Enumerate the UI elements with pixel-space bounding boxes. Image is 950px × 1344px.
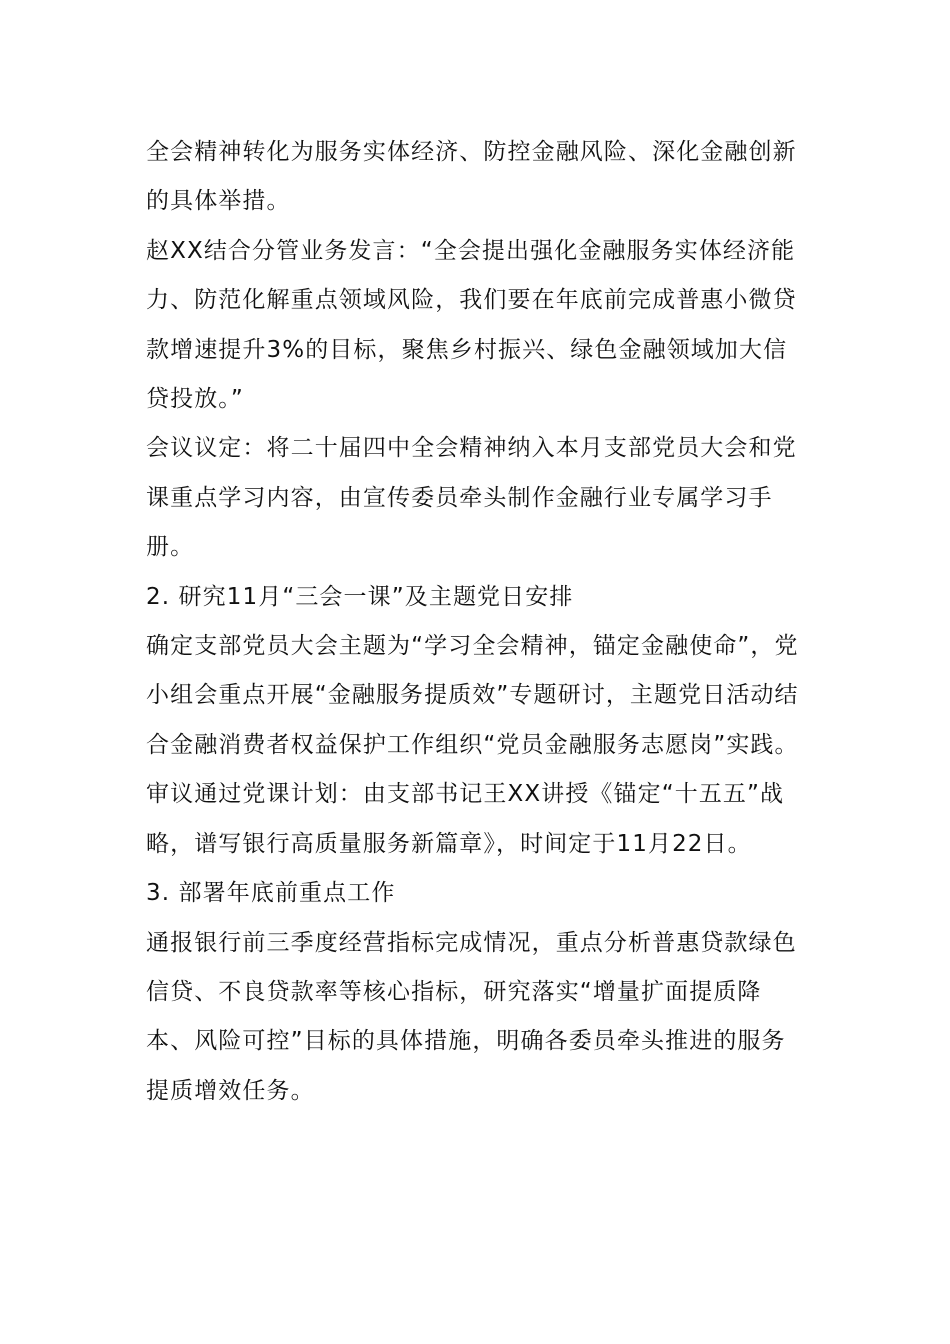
document-page — [146, 128, 808, 1116]
paragraph-continuation: 全会精神转化为服务实体经济、防控金融风险、深化金融创新的具体举措。 — [146, 139, 797, 215]
paragraph-theme-arrangement: 确定支部党员大会主题为“学习全会精神，锚定金融使命”，党小组会重点开展“金融服务提质效”专题研讨，主题党日活动结合金融消费者权益保护工作组织“党员金融服务志愿岗”实践。 — [146, 633, 799, 758]
paragraph-year-end-work: 通报银行前三季度经营指标完成情况，重点分析普惠贷款绿色信贷、不良贷款率等核心指标，研究落实“增量扩面提质降本、风险可控”目标的具体措施，明确各委员牵头推进的服务提质增效任务。 — [146, 929, 797, 1104]
paragraph-meeting-resolution: 会议议定：将二十届四中全会精神纳入本月支部党员大会和党课重点学习内容，由宣传委员牵头制作金融行业专属学习手册。 — [146, 435, 797, 561]
paragraph-zhao-speech: 赵XX结合分管业务发言：“全会提出强化金融服务实体经济能力、防范化解重点领域风险，我们要在年底前完成普惠小微贷款增速提升3%的目标，聚焦乡村振兴、绿色金融领域加大信贷投放。” — [146, 237, 797, 413]
section-heading-2: 2. 研究11月“三会一课”及主题党日安排 — [146, 583, 574, 610]
section-heading-3: 3. 部署年底前重点工作 — [146, 880, 396, 907]
paragraph-party-lecture-plan: 审议通过党课计划：由支部书记王XX讲授《锚定“十五五”战略，谱写银行高质量服务新篇章》，时间定于11月22日。 — [146, 781, 785, 857]
